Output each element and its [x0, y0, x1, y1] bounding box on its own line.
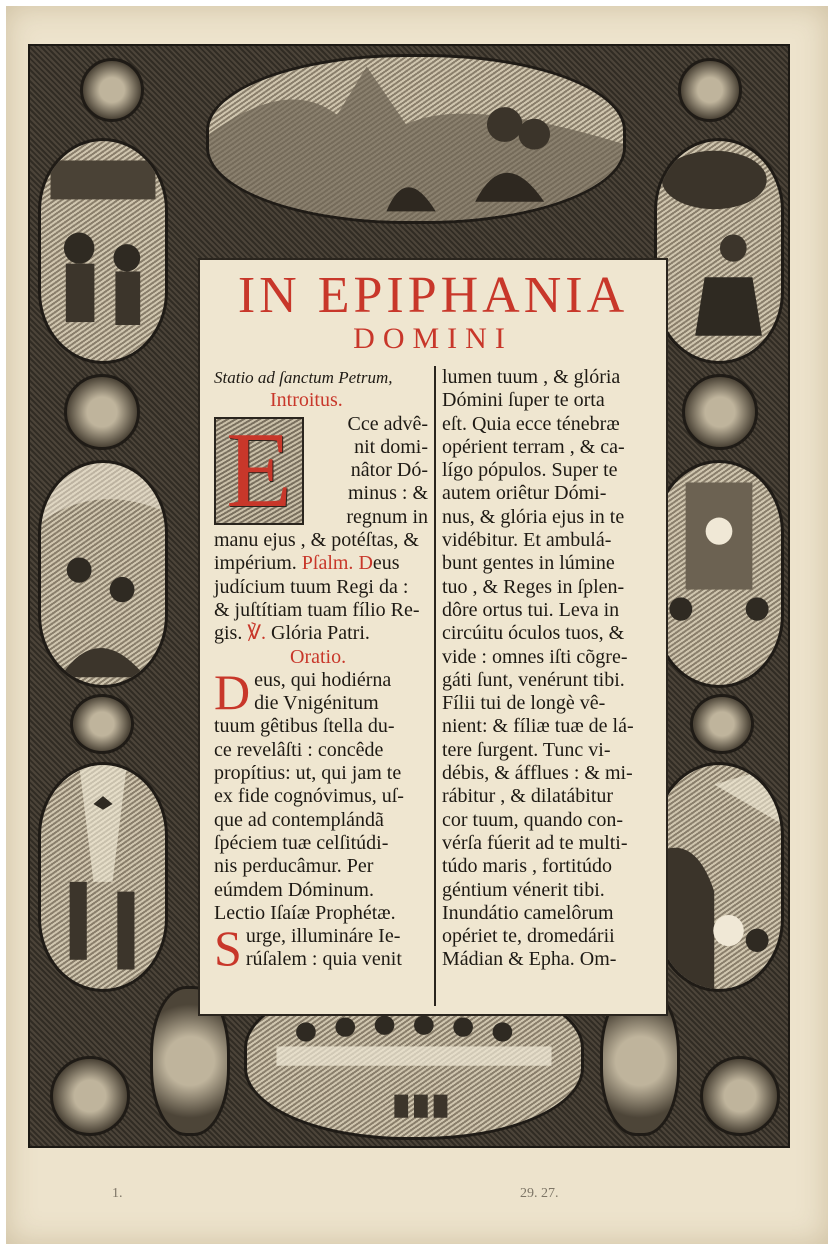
oratio-initial: D — [214, 663, 251, 720]
lectio-line: dôre ortus tui. Leva in — [442, 598, 620, 621]
gloria-line-text: Glória Patri. — [266, 622, 370, 645]
star-medallion-left — [64, 374, 140, 450]
psalm-line-text: eus — [372, 552, 400, 575]
introit-line: minus : & — [347, 482, 428, 505]
lectio-line: tuo , & Reges in ſplen- — [442, 575, 625, 598]
page-title: IN EPIPHANIA — [237, 267, 629, 324]
oratio-line: tuum gêtibus ſtella du- — [214, 715, 395, 738]
left-text-column — [214, 366, 428, 977]
cherub-head-top-right — [678, 58, 742, 122]
lectio-line: túdo maris , fortitúdo — [442, 855, 612, 878]
oratio-line: ſpéciem tuæ celſitúdi- — [214, 831, 389, 854]
oratio-line: die Vnigénitum — [254, 692, 379, 715]
introit-heading: Introitus. — [270, 389, 343, 412]
introit-line: Cce advê- — [347, 412, 428, 435]
vignette-massacre-of-innocents — [38, 460, 168, 688]
column-divider — [434, 366, 436, 1006]
lectio-line: Dómini ſuper te orta — [442, 389, 605, 412]
lectio-line: lumen tuum , & glória — [442, 366, 621, 388]
vignette-transfiguration — [654, 762, 784, 992]
gloria-line — [214, 622, 428, 645]
statio-line: Statio ad ſanctum Petrum, — [214, 368, 393, 387]
lectio-line: Mádian & Epha. Om- — [442, 948, 617, 971]
vignette-adoration-of-magi — [206, 54, 626, 224]
margin-mark: 1. — [112, 1186, 123, 1201]
introit-line: regnum in — [346, 505, 428, 528]
star-medallion-right — [682, 374, 758, 450]
oratio-line: ex fide cognóvimus, uſ- — [214, 785, 404, 808]
oratio-line: nis perducâmur. Per — [214, 855, 374, 878]
introit-line: nâtor Dó- — [350, 459, 428, 482]
vignette-flight-into-egypt — [654, 138, 784, 364]
lectio-line: vérſa fúerit ad te multi- — [442, 831, 628, 854]
oratio-line: propítius: ut, qui jam te — [214, 762, 402, 785]
lectio-line: lígo pópulos. Super te — [442, 459, 618, 482]
lectio-line: Inundátio camelôrum — [442, 901, 614, 924]
lectio-line: circúitu óculos tuos, & — [442, 622, 625, 645]
lectio-line: eſt. Quia ecce ténebræ — [442, 412, 620, 435]
cherub-head-top-left — [80, 58, 144, 122]
psalm-line: judícium tuum Regi da : — [214, 575, 409, 598]
psalm-line: & juſtítiam tuam fílio Re- — [214, 598, 420, 621]
folio-note: 29. 27. — [520, 1186, 559, 1201]
historiated-initial — [214, 410, 304, 530]
surge-initial: S — [214, 920, 242, 977]
oratio-line: ce revelâſti : concêde — [214, 738, 384, 761]
cherub-wings-left — [70, 694, 134, 754]
psalm-rubric: Pſalm. — [301, 552, 354, 575]
versicle-symbol: ℣. — [247, 622, 267, 645]
lectio-line: bunt gentes in lúmine — [442, 552, 615, 575]
lectio-heading: Lectio Iſaíæ Prophétæ. — [214, 901, 396, 924]
engraved-border — [28, 44, 790, 1148]
lectio-line: gáti ſunt, venérunt tibi. — [442, 668, 625, 691]
cherub-wings-right — [690, 694, 754, 754]
oratio-line: que ad contemplándã — [214, 808, 384, 831]
lectio-line: géntium vénerit tibi. — [442, 878, 605, 901]
lectio-line: cor tuum, quando con- — [442, 808, 624, 831]
lectio-line: rúſalem : quia venit — [245, 948, 402, 971]
lectio-line: opériet te, dromedárii — [442, 925, 615, 948]
lectio-line: débis, & áfflues : & mi- — [442, 762, 633, 785]
psalm-initial: D — [353, 552, 373, 575]
lectio-line: vide : omnes iſti cõgre- — [442, 645, 628, 668]
fruit-basket-bottom-left — [50, 1056, 130, 1136]
vignette-baptism-of-christ — [38, 762, 168, 992]
lectio-line: opérient terram , & ca- — [442, 435, 625, 458]
oratio-line: eúmdem Dóminum. — [214, 878, 374, 901]
vignette-christ-among-doctors — [654, 460, 784, 688]
oratio-heading: Oratio. — [290, 645, 347, 668]
introit-line: nit domi- — [354, 435, 428, 458]
lectio-line: autem oriêtur Dómi- — [442, 482, 607, 505]
lectio-line: Fílii tui de longè vê- — [442, 692, 606, 715]
right-text-column — [442, 366, 662, 972]
oratio-line: eus, qui hodiérna — [254, 668, 392, 691]
lectio-line: nus, & glória ejus in te — [442, 505, 625, 528]
lectio-line: urge, illumináre Ie- — [245, 925, 401, 948]
fruit-basket-bottom-right — [700, 1056, 780, 1136]
lectio-line: rábitur , & dilatábitur — [442, 785, 614, 808]
text-panel — [198, 258, 668, 1016]
lectio-line: tere ſurgent. Tunc vi- — [442, 738, 611, 761]
page-subtitle: DOMINI — [353, 322, 513, 355]
dropcap-letter: E — [226, 410, 292, 530]
lectio-line: vidébitur. Et ambulá- — [442, 529, 612, 552]
psalm-line-text: impérium. — [214, 552, 302, 575]
psalm-line — [214, 552, 428, 575]
lectio-line: nient: & fíliæ tuæ de lá- — [442, 715, 634, 738]
vignette-herod-court — [38, 138, 168, 364]
introit-line: manu ejus , & potéſtas, & — [214, 529, 419, 552]
gloria-line-text: gis. — [214, 622, 248, 645]
